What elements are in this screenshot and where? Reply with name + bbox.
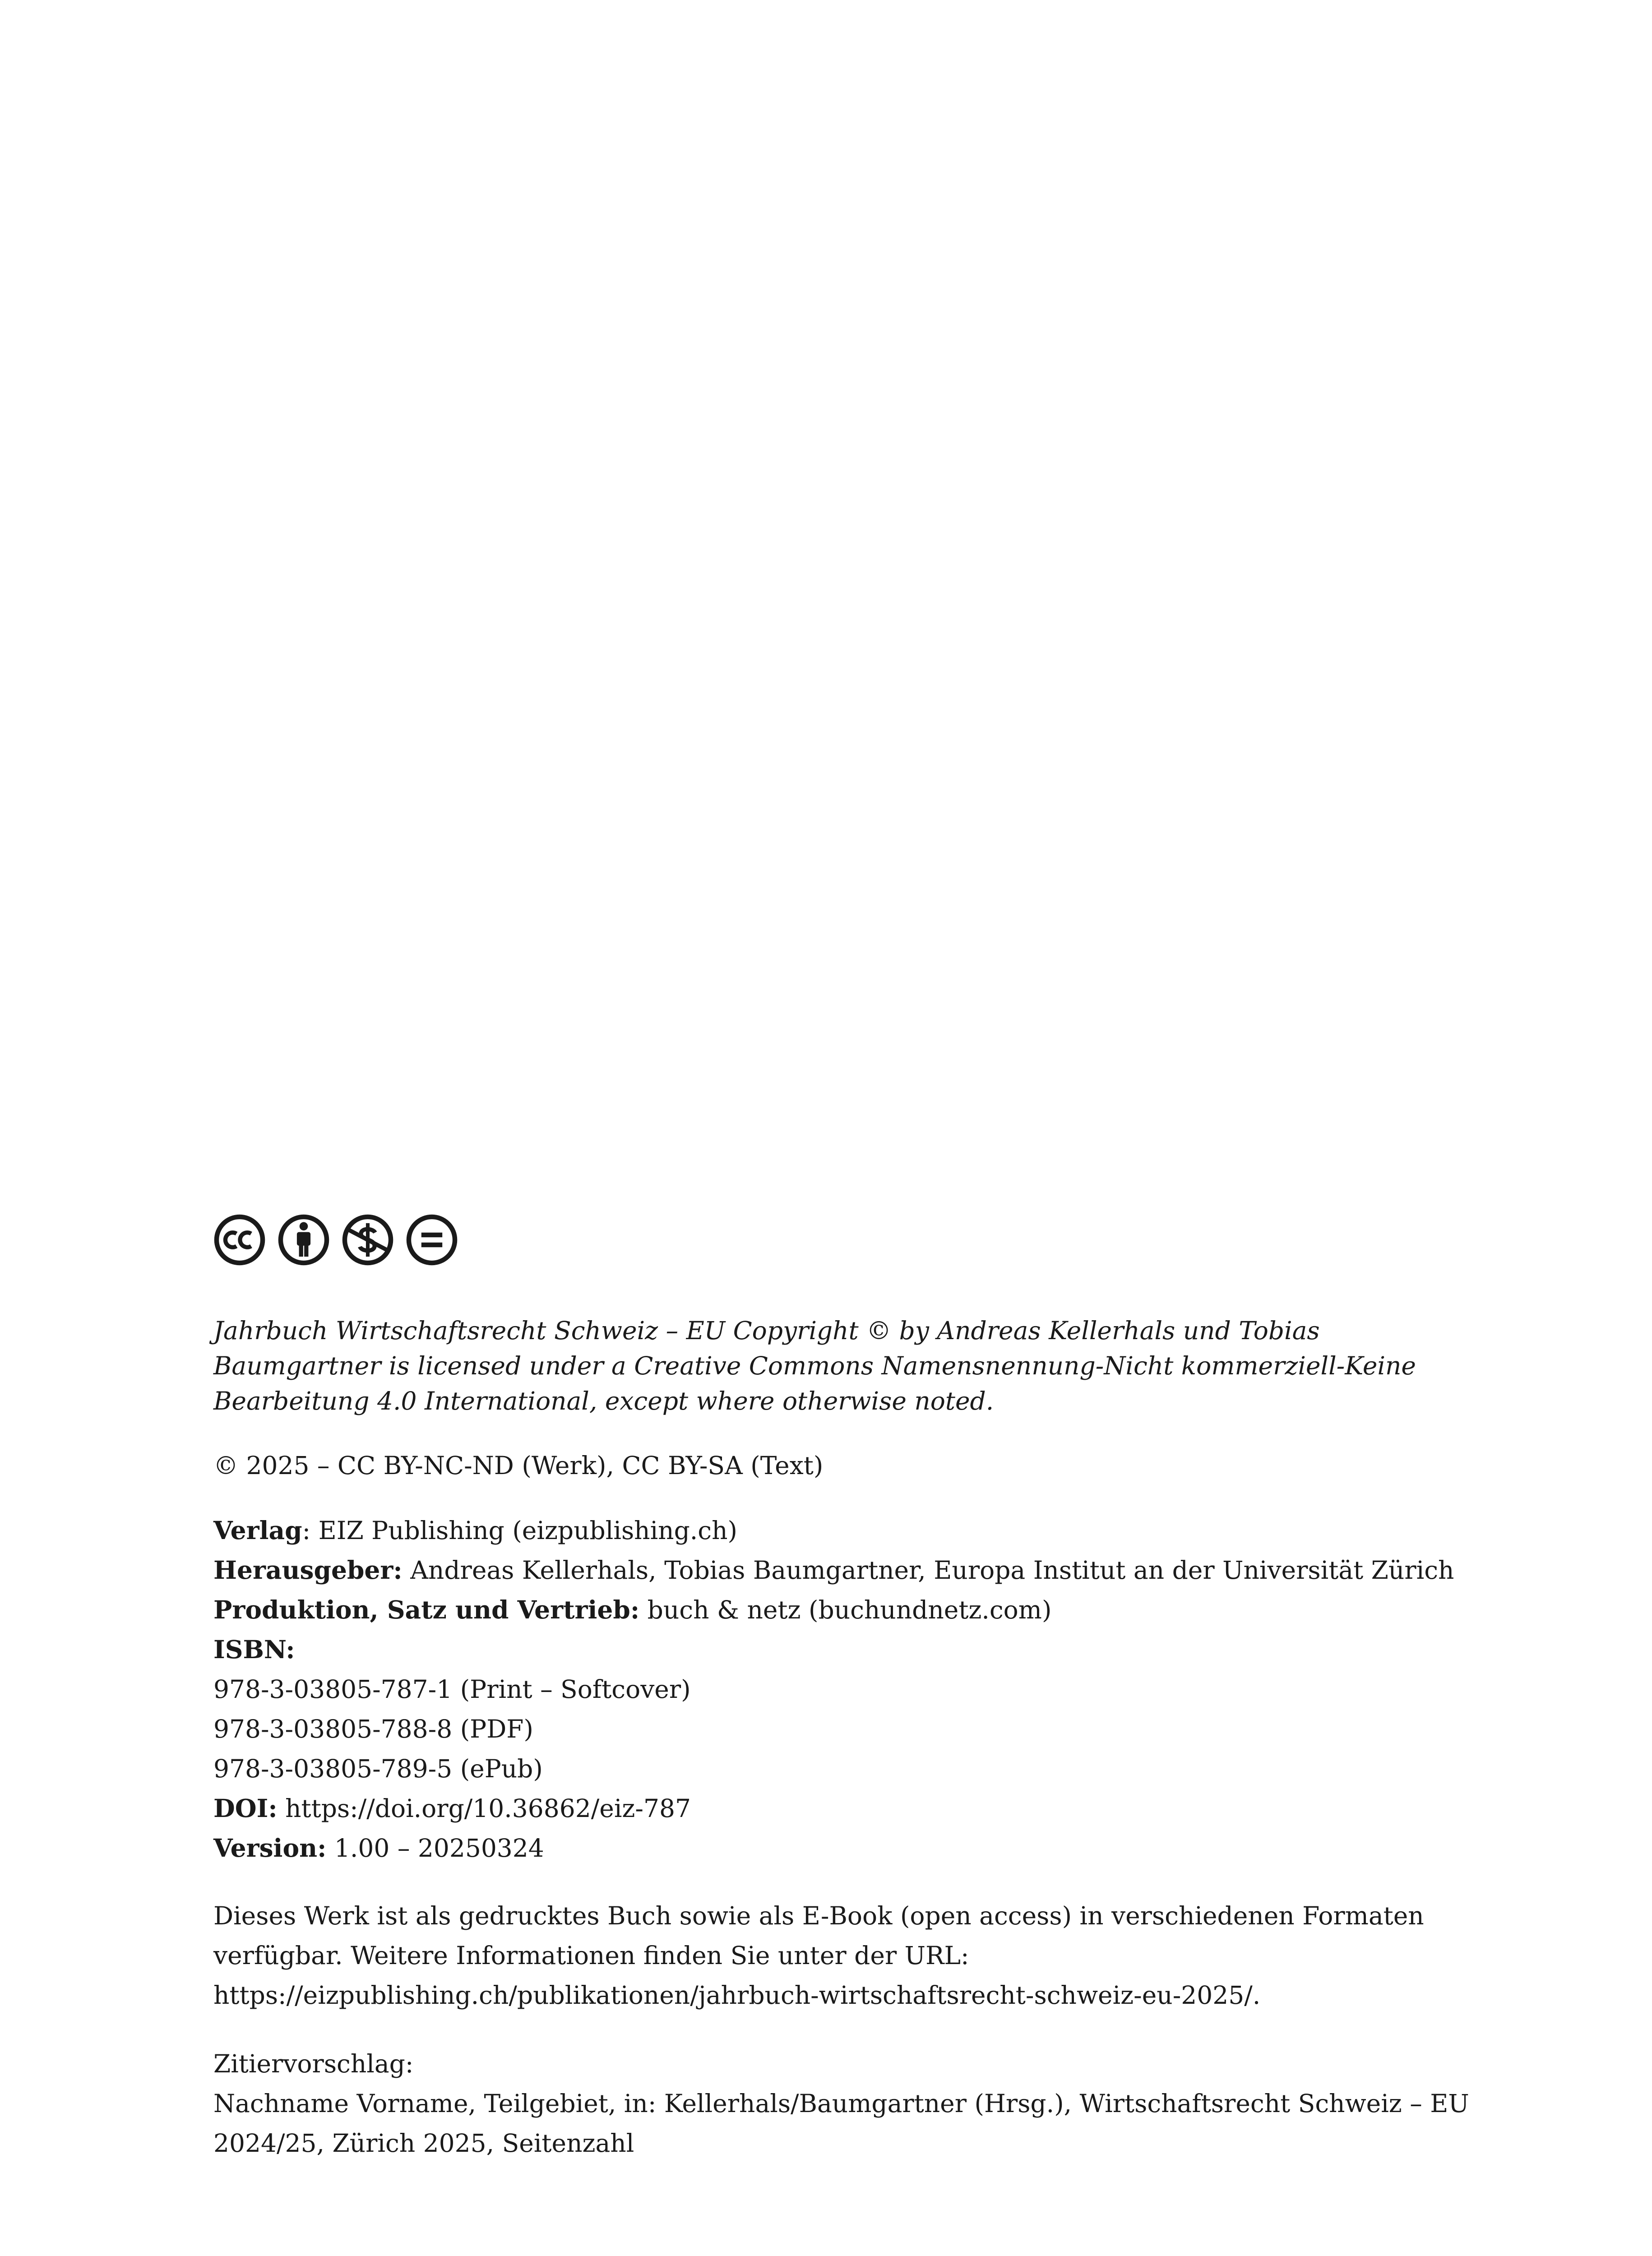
availability-url: https://eizpublishing.ch/publikationen/jahrbuch-wirtschaftsrecht-schweiz-eu-2025/.	[213, 1981, 1261, 2010]
copyright-line: © 2025 – CC BY-NC-ND (Werk), CC BY-SA (Text)	[213, 1451, 824, 1480]
license-icons	[213, 1214, 1459, 1268]
publisher-label: Verlag	[213, 1516, 302, 1545]
license-statement: Jahrbuch Wirtschaftsrecht Schweiz – EU Copyright © by Andreas Kellerhals und Tobias Baumgartner is licensed under a Creative Commons Namensnennung-Nicht kommerziell-Keine Bearbeitung 4.0 International, except where otherwise noted.	[213, 1316, 1416, 1415]
citation-heading: Zitiervorschlag:	[213, 2049, 414, 2078]
cc-icon	[213, 1214, 266, 1266]
isbn-label: ISBN:	[213, 1635, 295, 1664]
availability-note	[213, 1896, 1459, 2015]
nc-no-dollar-icon	[342, 1214, 394, 1266]
production-value: buch & netz (buchundnetz.com)	[639, 1595, 1052, 1624]
production-label: Produktion, Satz und Vertrieb:	[213, 1595, 640, 1624]
doi-line	[213, 1789, 1459, 1828]
citation-line-1: Nachname Vorname, Teilgebiet, in: Kellerhals/Baumgartner (Hrsg.), Wirtschaftsrecht Schweiz – EU	[213, 2089, 1469, 2118]
isbn-pdf: 978-3-03805-788-8 (PDF)	[213, 1715, 533, 1743]
doi-value: https://doi.org/10.36862/eiz-787	[277, 1794, 691, 1823]
citation-suggestion	[213, 2044, 1469, 2163]
nd-equals-icon	[406, 1214, 458, 1266]
version-value: 1.00 – 20250324	[326, 1834, 544, 1863]
imprint-details	[213, 1511, 1459, 1868]
citation-line-2: 2024/25, Zürich 2025, Seitenzahl	[213, 2129, 634, 2158]
isbn-epub: 978-3-03805-789-5 (ePub)	[213, 1754, 543, 1783]
availability-line-2: verfügbar. Weitere Informationen finden Sie unter der URL:	[213, 1941, 969, 1970]
version-line	[213, 1828, 1459, 1868]
publisher-value: : EIZ Publishing (eizpublishing.ch)	[302, 1516, 737, 1545]
isbn-print: 978-3-03805-787-1 (Print – Softcover)	[213, 1675, 691, 1704]
imprint-page	[213, 1214, 1469, 2163]
editors-value: Andreas Kellerhals, Tobias Baumgartner, Europa Institut an der Universität Zürich	[402, 1556, 1454, 1585]
editors-line	[213, 1550, 1459, 1590]
production-line	[213, 1590, 1459, 1630]
by-person-icon	[278, 1214, 330, 1266]
availability-line-1: Dieses Werk ist als gedrucktes Buch sowie als E-Book (open access) in verschiedenen Formaten	[213, 1901, 1424, 1930]
doi-label: DOI:	[213, 1794, 278, 1823]
version-label: Version:	[213, 1833, 327, 1863]
editors-label: Herausgeber:	[213, 1555, 403, 1585]
publisher-line	[213, 1511, 1459, 1550]
